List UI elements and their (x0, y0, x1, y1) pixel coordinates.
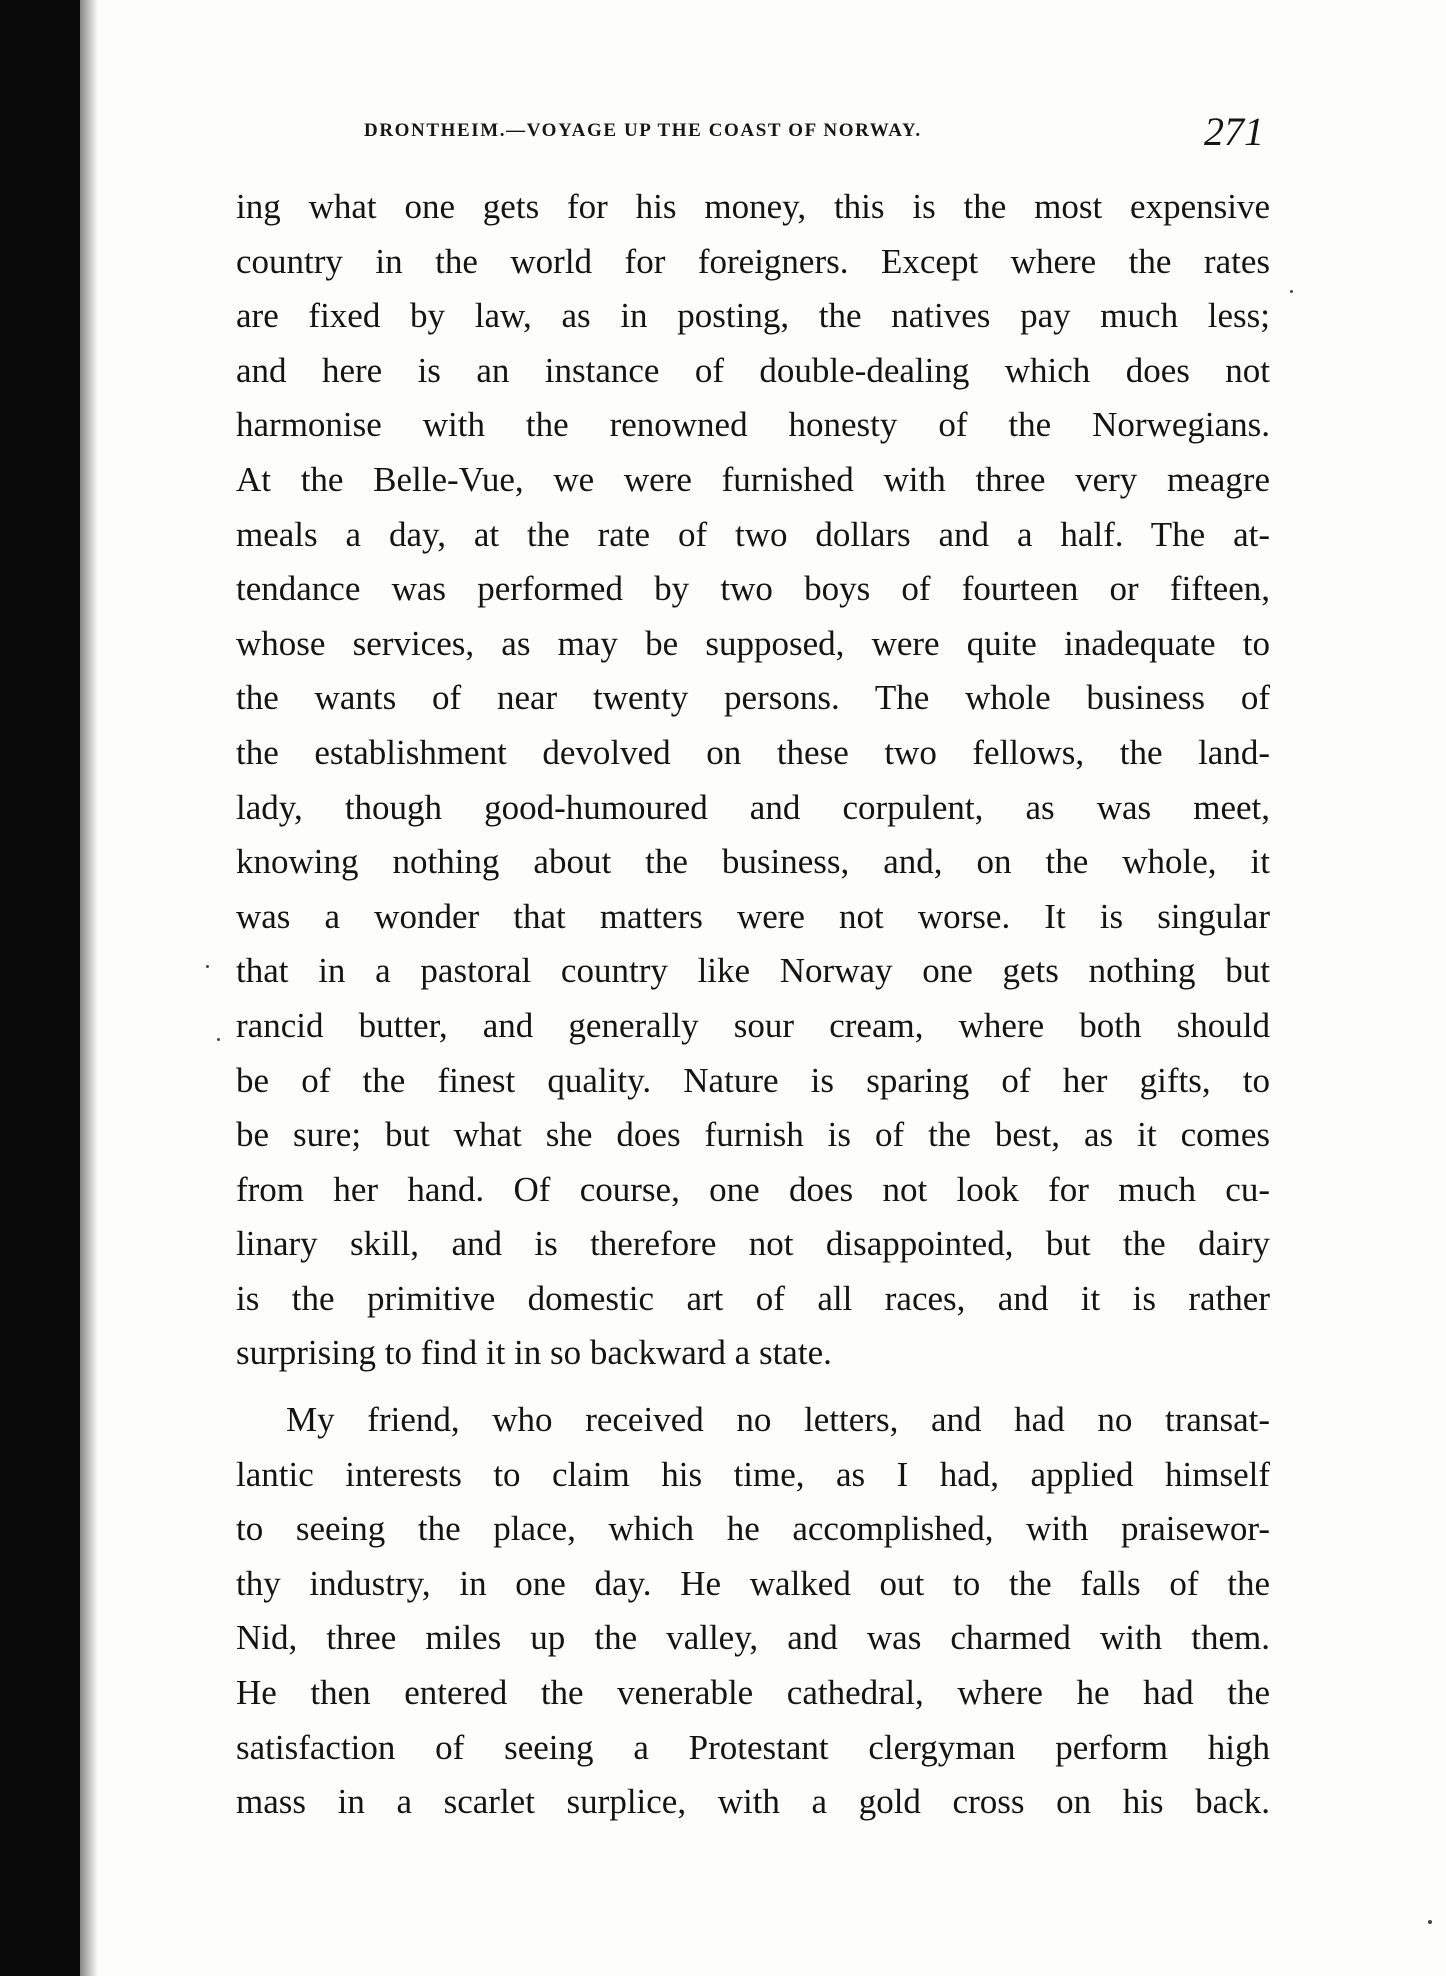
text-line: that in a pastoral country like Norway one gets nothing but (236, 951, 1270, 991)
text-line: surprising to find it in so backward a state. (236, 1333, 832, 1373)
body-text (236, 180, 1270, 1830)
paragraph-2 (236, 1393, 1270, 1830)
text-line: the wants of near twenty persons. The whole business of (236, 678, 1270, 718)
paper-speck (206, 965, 209, 968)
text-line: satisfaction of seeing a Protestant clergyman perform high (236, 1727, 1270, 1767)
text-line: to seeing the place, which he accomplished, with praisewor- (236, 1509, 1270, 1549)
text-line: ing what one gets for his money, this is the most expensive (236, 187, 1270, 226)
text-line: thy industry, in one day. He walked out to the falls of the (236, 1563, 1270, 1603)
text-line: lantic interests to claim his time, as I had, applied himself (236, 1454, 1270, 1494)
text-line: Nid, three miles up the valley, and was charmed with them. (236, 1618, 1270, 1658)
text-line: the establishment devolved on these two fellows, the land- (236, 732, 1270, 772)
text-line: mass in a scarlet surplice, with a gold cross on his back. (236, 1782, 1270, 1822)
page-number: 271 (1204, 109, 1264, 154)
text-line: is the primitive domestic art of all races, and it is rather (236, 1278, 1270, 1318)
text-line: harmonise with the renowned honesty of the Norwegians. (236, 405, 1270, 445)
paragraph-1 (236, 180, 1270, 1381)
text-line: He then entered the venerable cathedral, where he had the (236, 1673, 1270, 1713)
text-line: linary skill, and is therefore not disappointed, but the dairy (236, 1224, 1270, 1264)
text-line: My friend, who received no letters, and had no transat- (286, 1400, 1270, 1440)
text-line: and here is an instance of double-dealing which does not (236, 350, 1270, 390)
paper-speck (217, 1038, 220, 1041)
text-line: At the Belle-Vue, we were furnished with three very meagre (236, 459, 1270, 499)
text-line: knowing nothing about the business, and, on the whole, it (236, 842, 1270, 882)
paper-speck (1428, 1920, 1432, 1924)
text-line: from her hand. Of course, one does not look for much cu- (236, 1169, 1270, 1209)
text-line: rancid butter, and generally sour cream, where both should (236, 1005, 1270, 1045)
text-line: are fixed by law, as in posting, the natives pay much less; (236, 296, 1270, 336)
text-line: meals a day, at the rate of two dollars and a half. The at- (236, 514, 1270, 554)
text-line: country in the world for foreigners. Except where the rates (236, 241, 1270, 281)
paragraph-gap (236, 1381, 1270, 1393)
text-line: be sure; but what she does furnish is of the best, as it comes (236, 1115, 1270, 1155)
text-line: tendance was performed by two boys of fourteen or fifteen, (236, 569, 1270, 609)
binding-edge (0, 0, 80, 1976)
text-line: was a wonder that matters were not worse. It is singular (236, 896, 1270, 936)
running-title: DRONTHEIM.—VOYAGE UP THE COAST OF NORWAY. (364, 120, 922, 141)
text-line: lady, though good-humoured and corpulent, as was meet, (236, 787, 1270, 827)
text-line: be of the finest quality. Nature is sparing of her gifts, to (236, 1060, 1270, 1100)
text-line: whose services, as may be supposed, were quite inadequate to (236, 623, 1270, 663)
paper-speck (1290, 290, 1293, 293)
running-head (236, 109, 1270, 160)
